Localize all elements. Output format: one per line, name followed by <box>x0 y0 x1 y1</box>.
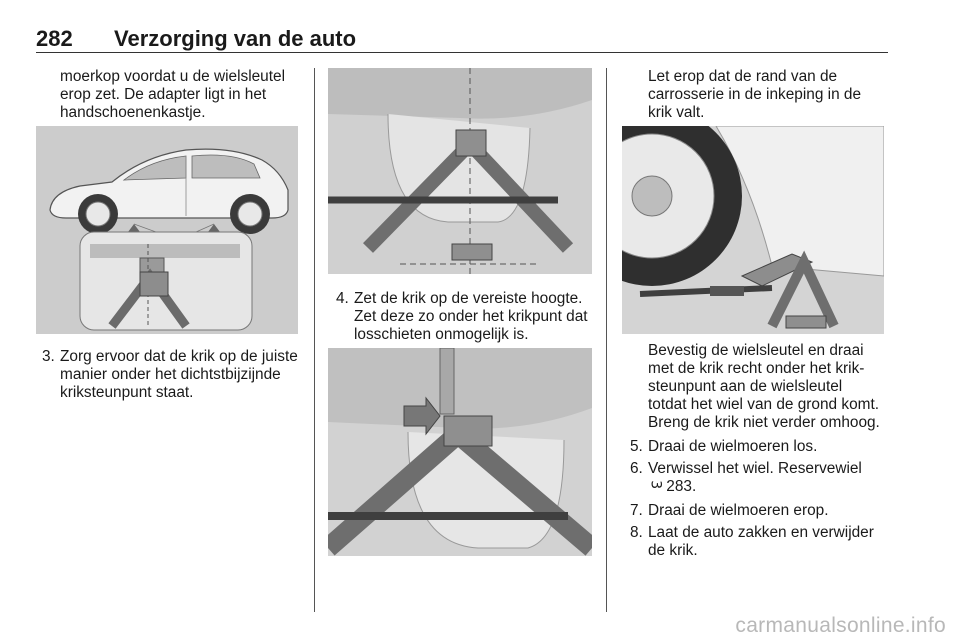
step-5-text: Draai de wielmoeren los. <box>648 438 818 455</box>
figure-car-jack-points <box>36 126 298 334</box>
col3-para-line-1: Bevestig de wielsleutel en draai <box>648 342 864 359</box>
page-number: 282 <box>36 26 73 51</box>
figure-jack-raised <box>328 68 592 274</box>
jack-head-closeup-illustration <box>328 348 592 556</box>
page-title: Verzorging van de auto <box>114 26 357 51</box>
col3-intro-line-3: krik valt. <box>648 104 705 121</box>
step-7-text: Draai de wielmoeren erop. <box>648 502 829 519</box>
col3-intro-line-1: Let erop dat de rand van de <box>648 68 838 85</box>
page-reference-number: 283. <box>666 478 697 495</box>
watermark: carmanualsonline.info <box>735 614 946 637</box>
col3-para-line-5: Breng de krik niet verder omhoog. <box>648 414 880 431</box>
header-rule <box>36 52 888 53</box>
col3-intro-line-2: carrosserie in de inkeping in de <box>648 86 862 103</box>
step-3-line-2: manier onder het dichtstbijzijnde <box>60 366 281 383</box>
step-7-number: 7. <box>630 502 643 519</box>
col3-para-line-4: totdat het wiel van de grond komt. <box>648 396 879 413</box>
col3-para-line-3: steunpunt aan de wielsleutel <box>648 378 843 395</box>
step-3-line-3: kriksteunpunt staat. <box>60 384 194 401</box>
step-3-number: 3. <box>42 348 55 365</box>
step-6-page-reference <box>648 478 696 497</box>
col3-para-line-2: met de krik recht onder het krik- <box>648 360 865 377</box>
step-5-number: 5. <box>630 438 643 455</box>
column-divider-1 <box>314 68 315 612</box>
step-4-number: 4. <box>336 290 349 307</box>
page-header <box>36 26 886 52</box>
jack-raised-illustration <box>328 68 592 274</box>
step-4-line-3: losschieten onmogelijk is. <box>354 326 529 343</box>
step-8-line-2: de krik. <box>648 542 698 559</box>
step-6-number: 6. <box>630 460 643 477</box>
col1-intro-line-2: erop zet. De adapter ligt in het <box>60 86 267 103</box>
step-4-line-2: Zet deze zo onder het krikpunt dat <box>354 308 588 325</box>
step-6-text: Verwissel het wiel. Reservewiel <box>648 460 862 477</box>
wheel-jack-wrench-illustration <box>622 126 884 334</box>
figure-jack-head-closeup <box>328 348 592 556</box>
page-reference-icon: 3 <box>647 480 664 490</box>
col1-intro-line-1: moerkop voordat u de wielsleutel <box>60 68 285 85</box>
step-4-line-1: Zet de krik op de vereiste hoogte. <box>354 290 583 307</box>
step-8-line-1: Laat de auto zakken en verwijder <box>648 524 874 541</box>
col1-intro-line-3: handschoenenkastje. <box>60 104 206 121</box>
step-8-number: 8. <box>630 524 643 541</box>
figure-wheel-jack-wrench <box>622 126 884 334</box>
car-jack-points-illustration <box>36 126 298 334</box>
column-divider-2 <box>606 68 607 612</box>
step-3-line-1: Zorg ervoor dat de krik op de juiste <box>60 348 298 365</box>
